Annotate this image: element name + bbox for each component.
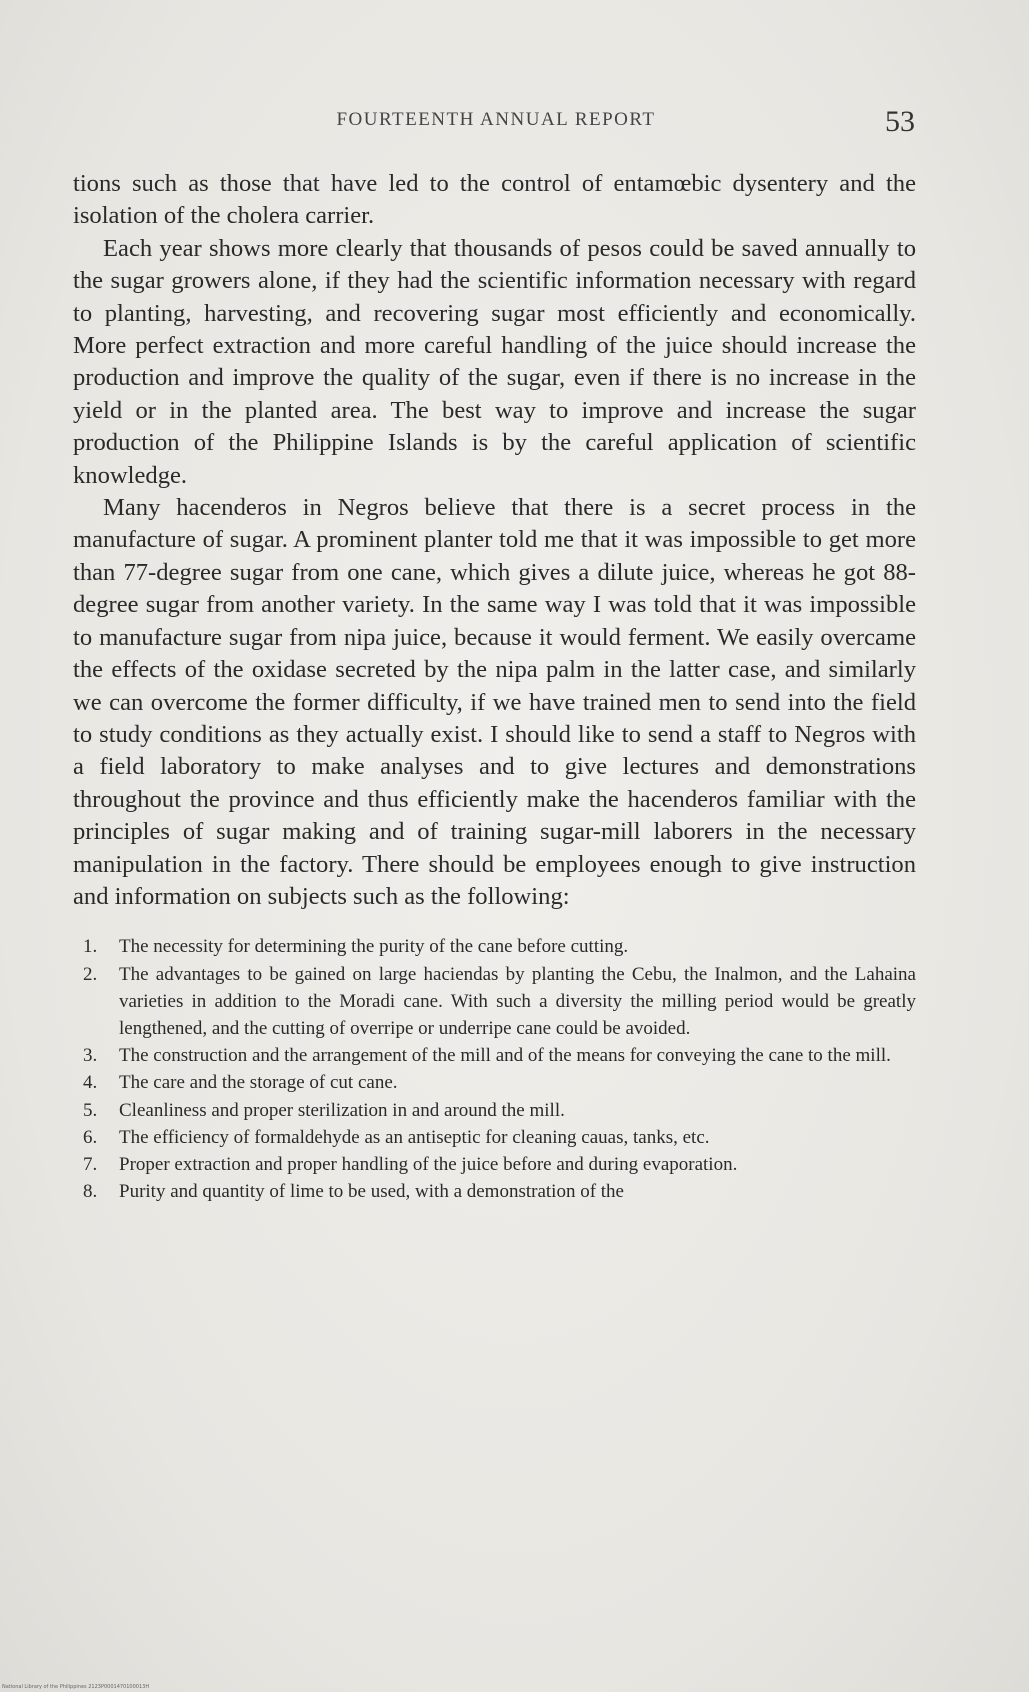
- list-item-number: 4.: [83, 1072, 98, 1094]
- list-item-number: 6.: [83, 1126, 98, 1148]
- list-item: [73, 1151, 916, 1178]
- list-item: [73, 1124, 916, 1151]
- running-title: FOURTEENTH ANNUAL REPORT: [336, 109, 656, 130]
- list-item-text: The care and the storage of cut cane.: [119, 1072, 398, 1094]
- list-item: [73, 1069, 916, 1096]
- list-item-text: The construction and the arrangement of the mill and of the means for conveying the cane to the mill.: [119, 1045, 891, 1067]
- list-item-number: 8.: [83, 1181, 98, 1203]
- list-item-text: Purity and quantity of lime to be used, with a demonstration of the: [119, 1181, 624, 1203]
- page-number: 53: [885, 105, 915, 138]
- list-item-text: The necessity for determining the purity of the cane before cutting.: [119, 936, 629, 958]
- list-item-number: 7.: [83, 1153, 98, 1175]
- list-item: [73, 1042, 916, 1069]
- list-item: [73, 1097, 916, 1124]
- scan-footer-credit: National Library of the Philippines 2123P0001470100013H: [2, 1684, 150, 1690]
- paragraph: tions such as those that have led to the control of entamœbic dysentery and the isolation of the cholera carrier.: [73, 170, 916, 230]
- paragraph: Each year shows more clearly that thousands of pesos could be saved annually to the sugar growers alone, if they had the scientific information necessary with regard to planting, harvesting, and recovering sugar most efficiently and economically. More perfect extraction and more careful handling of the juice should increase the production and improve the quality of the sugar, even if there is no increase in the yield or in the planted area. The best way to improve and increase the sugar production of the Philippine Islands is by the careful application of scientific knowledge.: [73, 234, 916, 489]
- list-item-number: 3.: [83, 1045, 98, 1067]
- list-item-number: 2.: [83, 963, 98, 985]
- list-item-text: Cleanliness and proper sterilization in and around the mill.: [119, 1099, 565, 1121]
- page-body: [73, 168, 916, 1205]
- list-item-number: 5.: [83, 1099, 98, 1121]
- paragraph: Many hacenderos in Negros believe that there is a secret process in the manufacture of sugar. A prominent planter told me that it was impossible to get more than 77-degree sugar from one cane, which gives a dilute juice, whereas he got 88-degree sugar from another variety. In the same way I was told that it was impossible to manufacture sugar from nipa juice, because it would ferment. We easily overcame the effects of the oxidase secreted by the nipa palm in the latter case, and similarly we can overcome the former difficulty, if we have trained men to send into the field to study conditions as they actually exist. I should like to send a staff to Negros with a field laboratory to make analyses and to give lectures and demonstrations throughout the province and thus efficiently make the hacenderos familiar with the principles of sugar making and of training sugar-mill laborers in the necessary manipulation in the factory. There should be employees enough to give instruction and information on subjects such as the following:: [73, 494, 916, 910]
- list-item: [73, 1178, 916, 1205]
- list-item: [73, 933, 916, 960]
- page-header: [75, 105, 917, 145]
- list-item-text: The efficiency of formaldehyde as an antiseptic for cleaning cauas, tanks, etc.: [119, 1126, 710, 1148]
- list-item-text: Proper extraction and proper handling of the juice before and during evaporation.: [119, 1153, 738, 1175]
- list-item-number: 1.: [83, 936, 98, 958]
- list-item-text: The advantages to be gained on large haciendas by planting the Cebu, the Inalmon, and the Lahaina varieties in addition to the Moradi cane. With such a diversity the milling period would be greatly lengthened, and the cutting of overripe or underripe cane could be avoided.: [119, 963, 916, 1039]
- numbered-list: [73, 933, 916, 1205]
- list-item: [73, 961, 916, 1043]
